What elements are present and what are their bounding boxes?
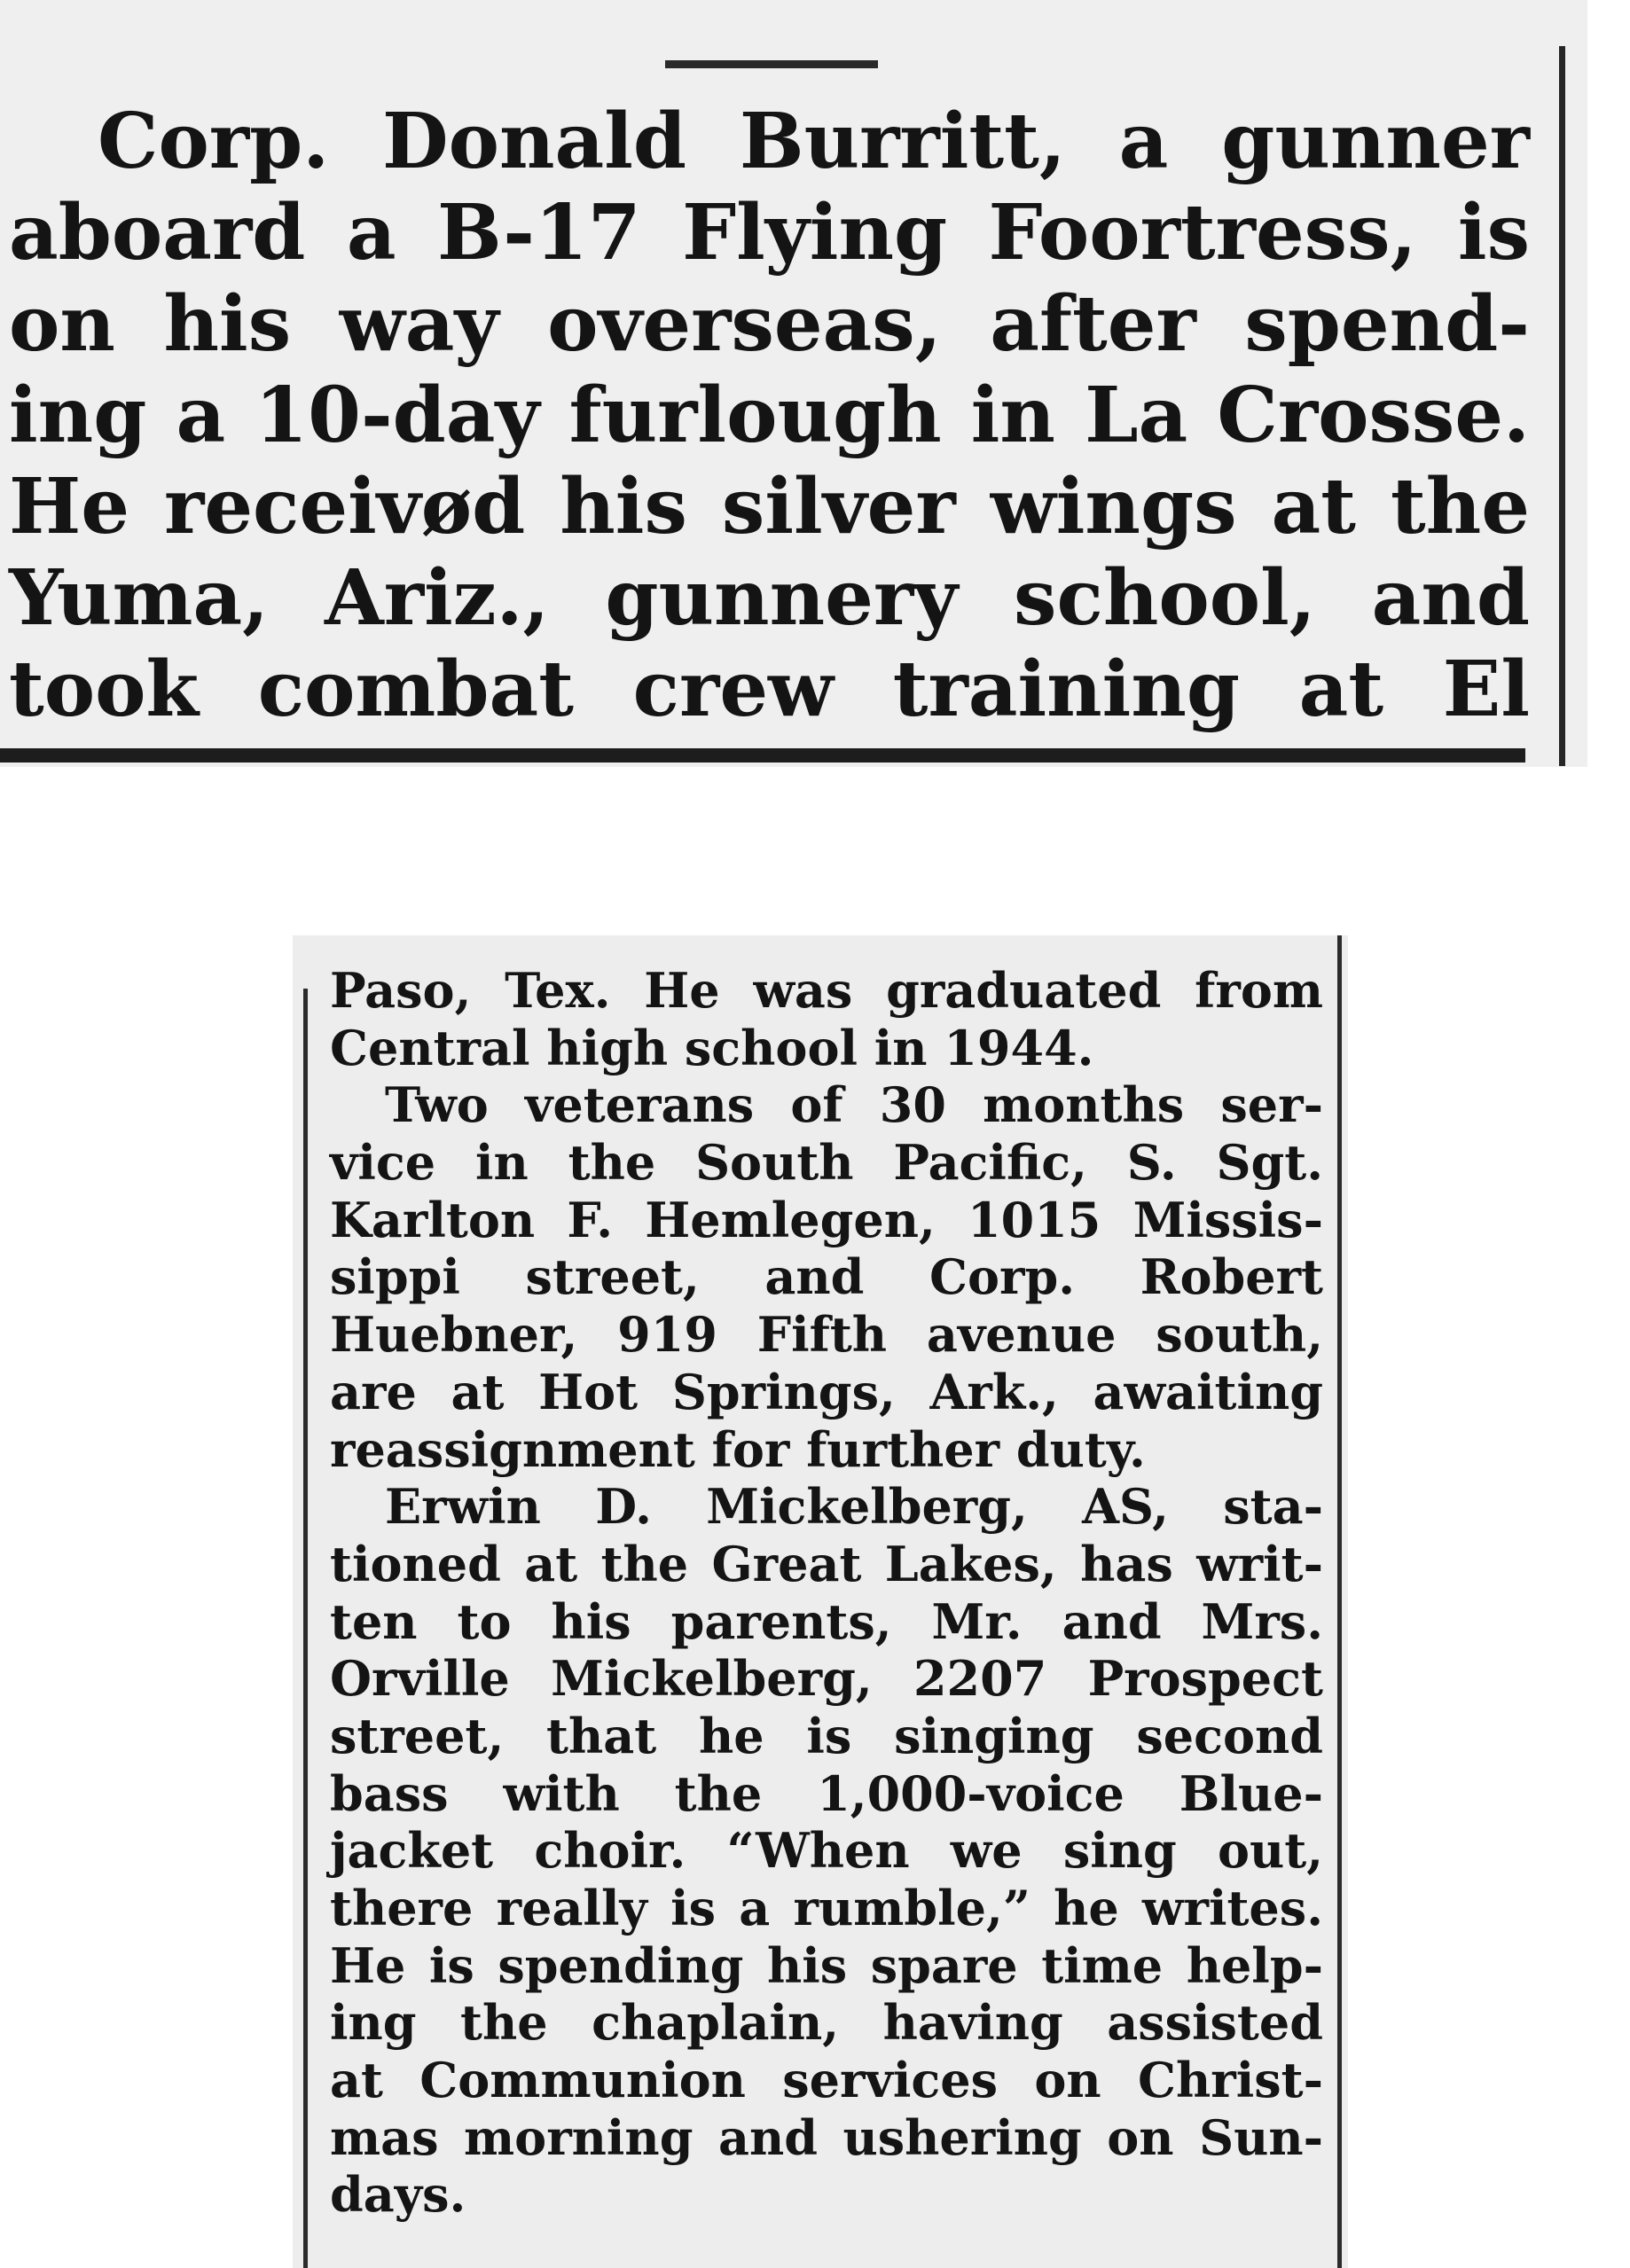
text-line: there really is a rumble,” he writes. bbox=[330, 1880, 1323, 1936]
text-line: mas morning and ushering on Sun- bbox=[330, 2108, 1323, 2166]
text-line: days. bbox=[330, 2166, 466, 2224]
text-line: tioned at the Great Lakes, has writ- bbox=[330, 1535, 1323, 1592]
text-line: Huebner, 919 Fifth avenue south, bbox=[330, 1306, 1323, 1364]
newspaper-clipping-top bbox=[0, 0, 1587, 767]
text-line: Orville Mickelberg, 2207 Prospect bbox=[330, 1650, 1323, 1708]
text-line: are at Hot Springs, Ark., awaiting bbox=[330, 1363, 1323, 1420]
column-left-rule bbox=[303, 989, 308, 2268]
article-paragraph-burritt bbox=[9, 96, 1530, 735]
text-line: vice in the South Pacific, S. Sgt. bbox=[330, 1134, 1323, 1192]
text-line: He is spending his spare time help- bbox=[330, 1936, 1323, 1994]
column-right-rule bbox=[1337, 935, 1342, 2268]
article-column-continuation bbox=[330, 962, 1323, 2224]
text-line: He receivød his silver wings at the bbox=[9, 462, 1530, 551]
text-line: Two veterans of 30 months ser- bbox=[385, 1076, 1323, 1134]
text-line: Paso, Tex. He was graduated from bbox=[330, 962, 1323, 1019]
text-line: on his way overseas, after spend- bbox=[9, 279, 1530, 369]
text-line: ing the chaplain, having assisted bbox=[330, 1994, 1323, 2052]
text-line: Yuma, Ariz., gunnery school, and bbox=[9, 553, 1530, 643]
column-bottom-rule bbox=[0, 748, 1525, 763]
text-line: took combat crew training at El bbox=[9, 645, 1530, 734]
text-line: bass with the 1,000-voice Blue- bbox=[330, 1764, 1323, 1822]
text-line: reassignment for further duty. bbox=[330, 1420, 1146, 1478]
text-line: Central high school in 1944. bbox=[330, 1019, 1094, 1076]
text-line: at Communion services on Christ- bbox=[330, 2052, 1323, 2109]
text-line: jacket choir. “When we sing out, bbox=[330, 1822, 1323, 1880]
text-line: ten to his parents, Mr. and Mrs. bbox=[330, 1592, 1323, 1650]
text-line: street, that he is singing second bbox=[330, 1707, 1323, 1764]
text-line: Corp. Donald Burritt, a gunner bbox=[98, 97, 1530, 186]
text-line: sippi street, and Corp. Robert bbox=[330, 1248, 1323, 1306]
newspaper-clipping-bottom bbox=[293, 935, 1348, 2268]
text-line: ing a 10-day furlough in La Crosse. bbox=[9, 371, 1530, 460]
column-top-rule bbox=[665, 60, 878, 68]
column-right-rule bbox=[1559, 46, 1565, 766]
text-line: Erwin D. Mickelberg, AS, sta- bbox=[385, 1478, 1323, 1536]
text-line: aboard a B-17 Flying Foortress, is bbox=[9, 188, 1530, 278]
text-line: Karlton F. Hemlegen, 1015 Missis- bbox=[330, 1191, 1323, 1248]
